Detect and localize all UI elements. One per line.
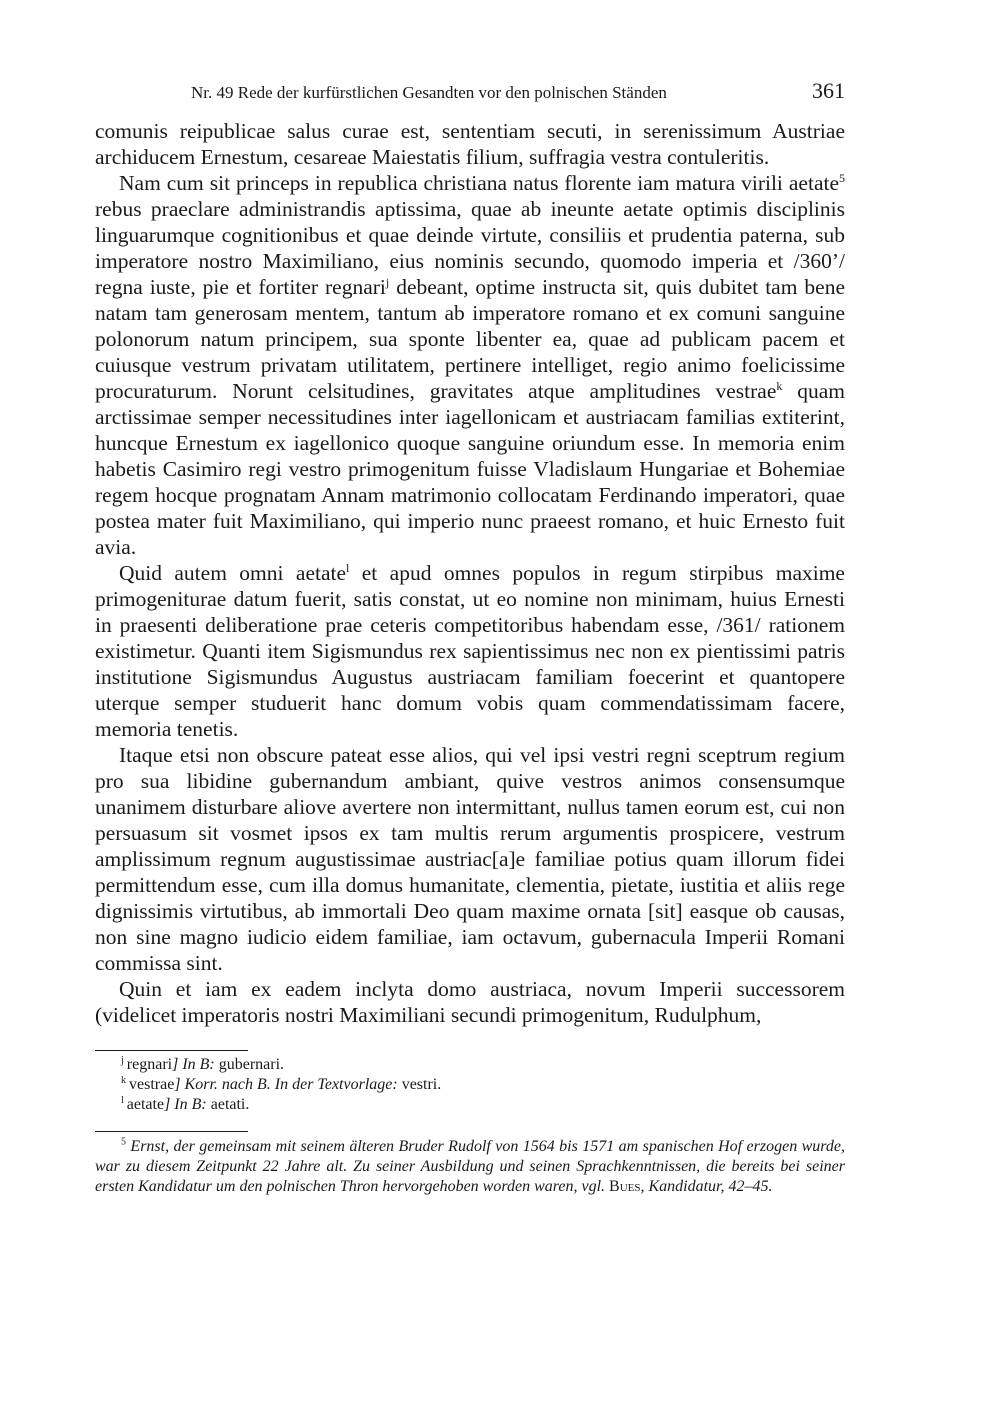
paragraph-3 <box>95 560 845 742</box>
footnote-ref-k[interactable]: k <box>776 378 783 393</box>
paragraph-2-part-c: debeant, optime instructa sit, quis dubitet tam bene natam tam generosam mentem, tantum ab imperatore romano et ex comuni sanguine polonorum natum principem, sua sponte libenter ea, quae ad publicam pacem et cuiusque vestrum privatam utilitatem, pertinere intelliget, regio animo foelicissime procuraturum. Norunt celsitudines, gravitates atque amplitudines vestrae <box>95 275 845 403</box>
paragraph-3-part-a: Quid autem omni aetate <box>119 561 347 585</box>
critical-note-lemma: vestrae <box>129 1076 175 1093</box>
body-text <box>95 118 845 1028</box>
critical-note-j <box>121 1055 845 1075</box>
paragraph-1: comunis reipublicae salus curae est, sententiam secuti, in serenissimum Austriae archiducem Ernestum, cesareae Maiestatis filium, suffragia vestra contuleritis. <box>95 119 845 169</box>
footnote-ref-l[interactable]: l <box>346 560 350 575</box>
critical-note-k <box>121 1075 845 1095</box>
document-page <box>95 78 845 1197</box>
page-number: 361 <box>812 78 845 103</box>
factual-note-author: Bues <box>609 1178 641 1195</box>
paragraph-2-part-d: quam arctissimae semper necessitudines inter iagellonicam et austriacam familias extiterint, huncque Ernestum ex iagellonico quoque sanguine oriundum esse. In memoria enim habetis Casimiro regi vestro primogenitum fuisse Vladislaum Hungariae et Bohemiae regem hocque prognatam Annam matrimonio collocatam Ferdinando imperatori, quae postea mater fuit Maximiliano, qui imperio nunc praeest romano, et huic Ernesto fuit avia. <box>95 379 845 559</box>
footnote-ref-5[interactable]: 5 <box>839 170 845 185</box>
critical-note-bracket: ] In B: <box>164 1096 207 1113</box>
critical-note-mark: l <box>121 1094 124 1106</box>
critical-note-l <box>121 1095 845 1115</box>
critical-note-text: aetati. <box>206 1096 250 1113</box>
factual-note-mark: 5 <box>121 1136 126 1148</box>
paragraph-2-part-a: Nam cum sit princeps in republica christiana natus florente iam matura virili aetate <box>119 171 839 195</box>
factual-note-text: Ernst, der gemeinsam mit seinem älteren Bruder Rudolf von 1564 bis 1571 am spanischen Hof erzogen wurde, war zu diesem Zeitpunkt 22 Jahre alt. Zu seiner Ausbildung und seinen Sprachkenntnissen, die bereits bei seiner ersten Kandidatur um den polnischen Thron hervorgehoben worden waren, vgl. <box>95 1138 846 1195</box>
paragraph-4: Itaque etsi non obscure pateat esse alios, qui vel ipsi vestri regni sceptrum regium pro sua libidine gubernandum ambiant, quive vestros animos consensumque unanimem disturbare aliove avertere non intermittant, nullus tamen eorum est, cui non persuasum sit vosmet ipsos ex tam multis rerum argumentis prospicere, vestrum amplissimum regnum augustissimae austriac[a]e familiae potius quam illorum fidei permittendum esse, cum illa domus humanitate, clementia, pietate, iustitia et aliis rege dignissimis virtutibus, ab immortali Deo quam maxime ornata [sit] easque ob causas, non sine magno iudicio eidem familiae, iam octavum, gubernacula Imperii Romani commissa sint. <box>95 743 845 975</box>
critical-note-lemma: regnari <box>126 1056 173 1073</box>
paragraph-5: Quin et iam ex eadem inclyta domo austriaca, novum Imperii successorem (videlicet imperatoris nostri Maximiliani secundi primogenitum, Rudulphum, <box>95 977 845 1027</box>
critical-note-text: gubernari. <box>214 1056 285 1073</box>
factual-note-ref: , Kandidatur, 42–45. <box>640 1178 773 1195</box>
footnote-separator-critical <box>95 1050 248 1051</box>
critical-note-mark: k <box>121 1074 126 1086</box>
paragraph-3-part-b: et apud omnes populos in regum stirpibus maxime primogeniturae datum fuerit, satis constat, ut eo nomine non minimam, huius Ernesti in praesenti deliberatione prae ceteris competitoribus habendam esse, /361/ rationem existimetur. Quanti item Sigismundus rex sapientissimus nec non ex pientissimi patris institutione Sigismundus Augustus austriacam familiam foecerint et quantopere uterque semper studuerit hanc domum vobis quam commendatissimam facere, memoria tenetis. <box>95 561 845 741</box>
footnote-ref-j[interactable]: j <box>385 274 390 289</box>
running-head <box>95 78 845 118</box>
critical-note-bracket: ] Korr. nach B. In der Textvorlage: <box>174 1076 398 1093</box>
running-title: Nr. 49 Rede der kurfürstlichen Gesandten vor den polnischen Ständen <box>191 83 667 102</box>
critical-note-text: vestri. <box>397 1076 442 1093</box>
critical-note-bracket: ] In B: <box>172 1056 215 1073</box>
footnote-separator-factual <box>95 1131 248 1132</box>
critical-note-lemma: aetate <box>126 1096 165 1113</box>
paragraph-2-part-b: rebus praeclare administrandis aptissima, quae ab ineunte aetate optimis disciplinis linguarumque cognitionibus et quae deinde virtute, consiliis et prudentia paterna, sub imperatore nostro Maximiliano, eius nominis secundo, quomodo imperia et /360’/ regna iuste, pie et fortiter regnari <box>95 197 845 299</box>
critical-apparatus <box>95 1055 845 1115</box>
paragraph-2 <box>95 170 845 560</box>
critical-note-mark: j <box>121 1054 124 1066</box>
factual-note-5 <box>95 1137 845 1197</box>
